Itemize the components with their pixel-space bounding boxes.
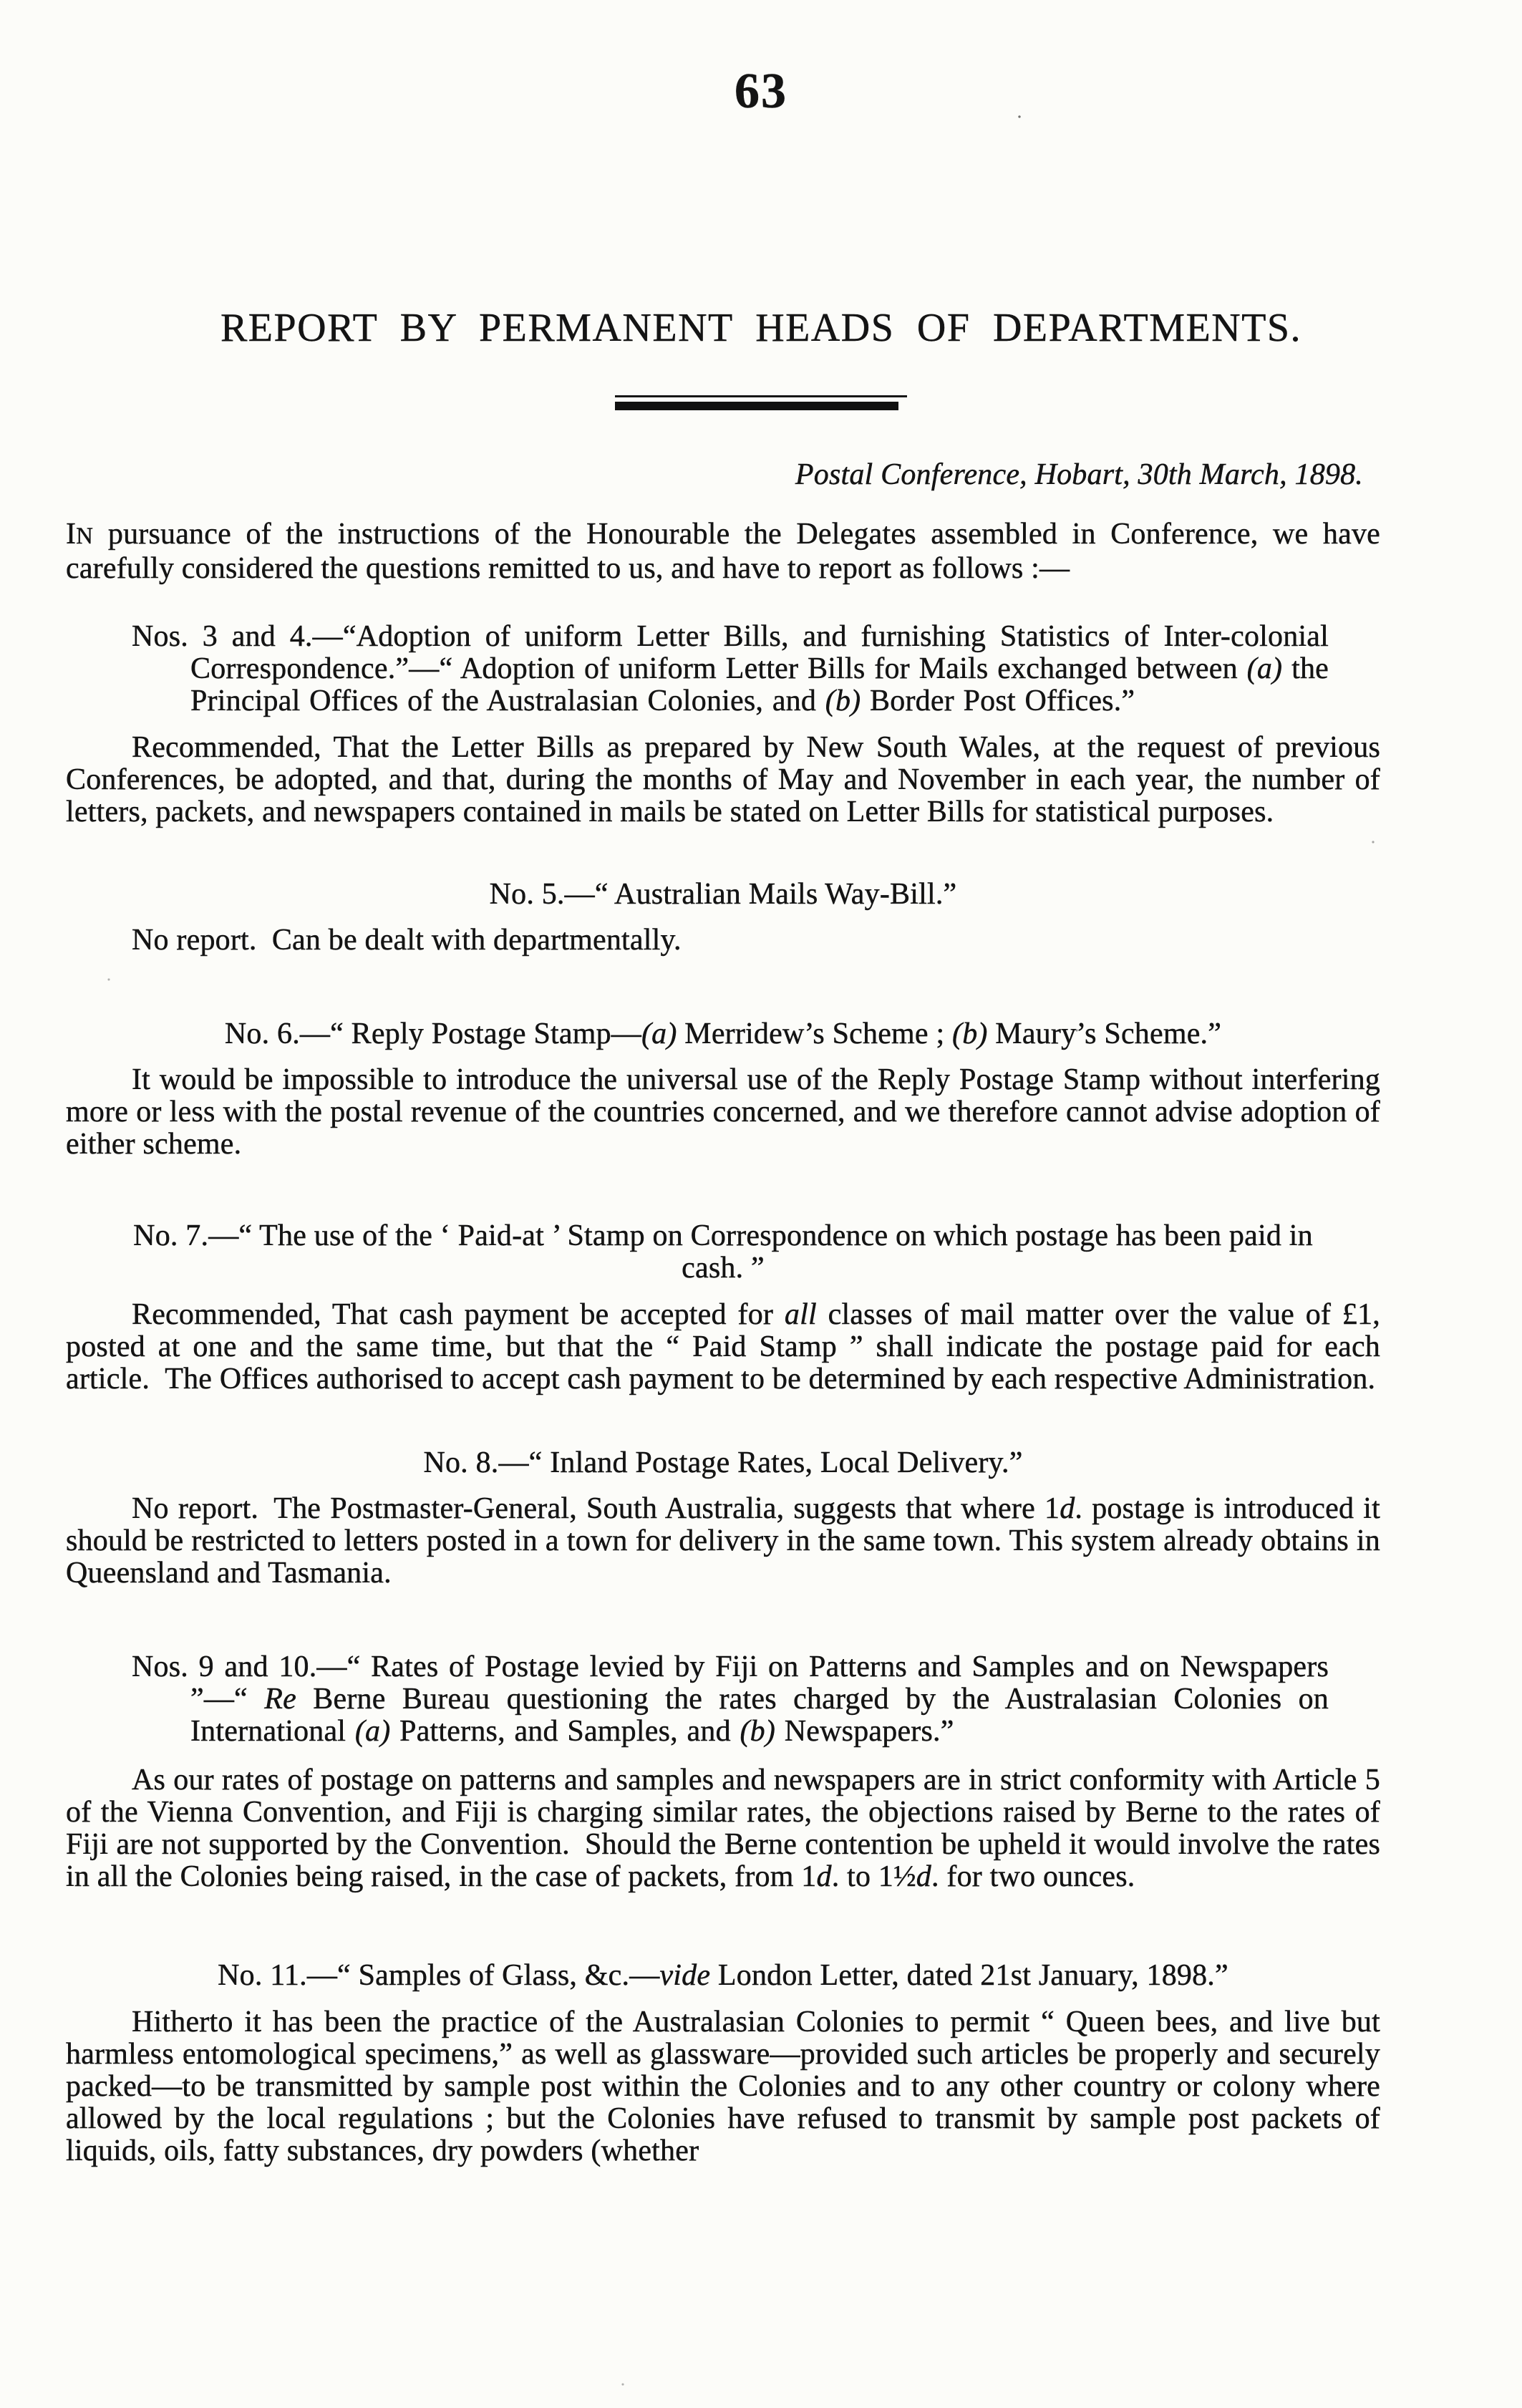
heading-nos-3-and-4: Nos. 3 and 4.—“Adoption of uniform Letter Bills, and furnishing Statistics of Inter-colonial Correspondence.”—“ Adoption of uniform Letter Bills for Mails exchanged between (a) the Principal Offices of the Australasian Colonies, and (b) Border Post Offices.” [132, 620, 1329, 717]
paragraph-fiji-rates: As our rates of postage on patterns and samples and newspapers are in strict conformity with Article 5 of the Vienna Convention, and Fiji is charging similar rates, the objections raised by Berne to the rates of Fiji are not supported by the Convention. Should the Berne contention be upheld it would involve the rates in all the Colonies being raised, in the case of packets, from 1d. to 1½d. for two ounces. [66, 1764, 1380, 1893]
heading-no-11: No. 11.—“ Samples of Glass, &c.—vide London Letter, dated 21st January, 1898.” [218, 1959, 1228, 1992]
paragraph-no-report-5: No report. Can be dealt with departmentally. [132, 924, 682, 957]
heading-no-7: No. 7.—“ The use of the ‘ Paid-at ’ Stamp on Correspondence on which postage has been paid in cash. ” [133, 1219, 1313, 1285]
paragraph-pursuance: IN pursuance of the instructions of the Honourable the Delegates assembled in Conference, we have carefully considered the questions remitted to us, and have to report as follows :— [66, 518, 1380, 585]
divider-thick-line [615, 402, 898, 410]
paragraph-recommended-cash: Recommended, That cash payment be accepted for all classes of mail matter over the value of £1, posted at one and the same time, but that the “ Paid Stamp ” shall indicate the postage paid for each article. The Offices authorised to accept cash payment to be determined by each respective Administration. [66, 1298, 1381, 1396]
title-divider [615, 395, 907, 410]
page-number: 63 [735, 64, 787, 119]
paragraph-samples-glass: Hitherto it has been the practice of the Australasian Colonies to permit “ Queen bees, and live but harmless entomological specimens,” as well as glassware—provided such articles be properly and securely packed—to be transmitted by sample post within the Colonies and to any other country or colony where allowed by the local regulations ; but the Colonies have refused to transmit by sample post packets of liquids, oils, fatty substances, dry powders (whether [66, 2006, 1380, 2167]
report-body [66, 459, 1380, 2167]
heading-no-6: No. 6.—“ Reply Postage Stamp—(a) Merridew’s Scheme ; (b) Maury’s Scheme.” [224, 1017, 1222, 1050]
paragraph-reply-stamp: It would be impossible to introduce the universal use of the Reply Postage Stamp without interfering more or less with the postal revenue of the countries concerned, and we therefore cannot advise adoption of either scheme. [66, 1063, 1380, 1161]
paragraph-no-report-8: No report. The Postmaster-General, South Australia, suggests that where 1d. postage is introduced it should be restricted to letters posted in a town for delivery in the same town. This system already obtains in Queensland and Tasmania. [66, 1492, 1380, 1590]
paragraph-recommended-letter-bills: Recommended, That the Letter Bills as prepared by New South Wales, at the request of previous Conferences, be adopted, and that, during the months of May and November in each year, the number of letters, packets, and newspapers contained in mails be stated on Letter Bills for statistical purposes. [66, 731, 1380, 828]
dateline: Postal Conference, Hobart, 30th March, 1898. [795, 458, 1363, 491]
heading-no-8: No. 8.—“ Inland Postage Rates, Local Delivery.” [423, 1446, 1023, 1479]
report-title: REPORT BY PERMANENT HEADS OF DEPARTMENTS. [220, 306, 1302, 350]
heading-no-5: No. 5.—“ Australian Mails Way-Bill.” [489, 878, 957, 911]
divider-thin-line [615, 395, 907, 397]
heading-nos-9-and-10: Nos. 9 and 10.—“ Rates of Postage levied by Fiji on Patterns and Samples and on Newspapers ”—“ Re Berne Bureau questioning the rates charged by the Australasian Colonies on International (a) Patterns, and Samples, and (b) Newspapers.” [132, 1650, 1329, 1748]
